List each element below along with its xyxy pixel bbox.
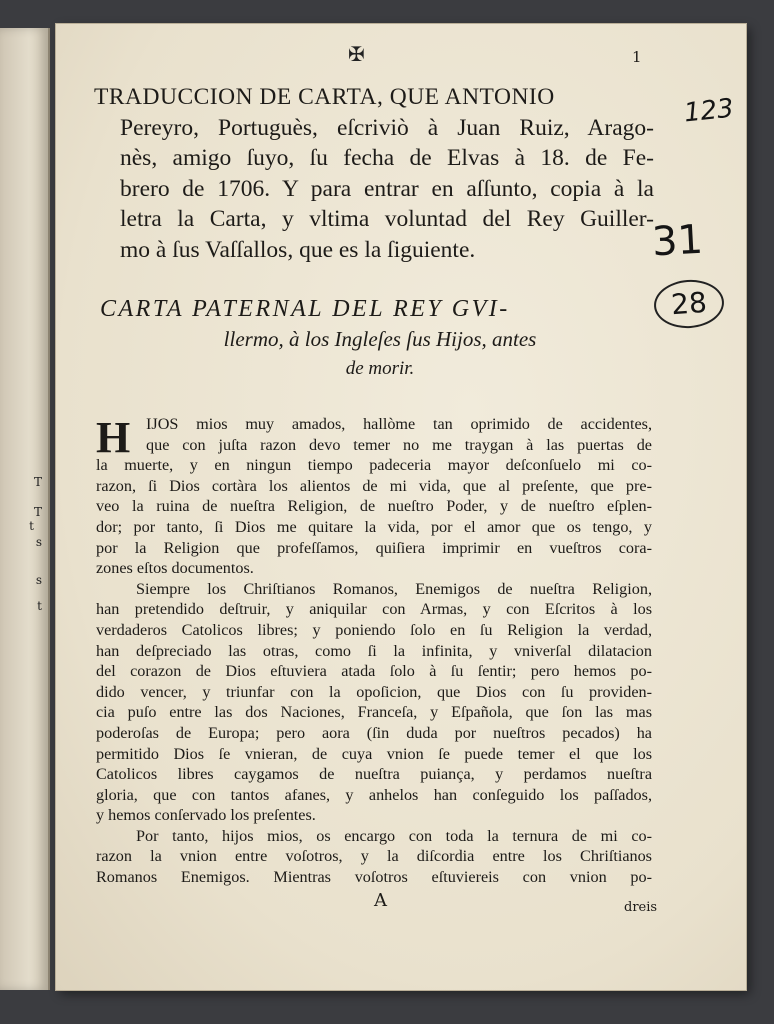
paragraph-3: [96, 826, 652, 888]
text-line: y hemos conſervado los preſentes.: [96, 806, 316, 825]
text-line: razon la vnion entre voſotros, y la diſcordia entre los Chriſtianos: [96, 847, 652, 866]
left-page-fragment: t: [37, 599, 42, 613]
catchword: dreis: [624, 900, 658, 915]
left-page-fragment: t: [29, 519, 34, 533]
text-line: zones eſtos documentos.: [96, 559, 254, 578]
left-page-fragment: s: [35, 535, 42, 549]
text-line: IJOS mios muy amados, hallòme tan oprimido de accidentes,: [146, 415, 652, 433]
left-page-fragment: s: [35, 573, 42, 587]
text-line: cia puſo entre las dos Naciones, Franceſa, y Eſpañola, que ſon las mas: [96, 703, 652, 722]
left-page-edge: [0, 28, 50, 990]
text-line: del corazon de Dios eſtuviera atada ſolo à ſu ſentir; pero hemos po-: [96, 662, 652, 681]
paragraph-1: [96, 414, 652, 579]
text-line: han pretendido deſtruir, y aniquilar con Armas, y con Eſcritos à los: [96, 600, 652, 619]
text-line: verdaderos Catolicos libres; y poniendo ſolo en ſu Religion la verdad,: [96, 620, 652, 639]
text-line: poderoſas de Europa; pero aora (ſin duda por nueſtros pecados) ha: [96, 723, 652, 742]
letter-body: [96, 414, 652, 888]
text-line: razon, ſi Dios cortàra los alientos de mi vida, que al preſente, que pre-: [96, 476, 652, 495]
heading-line: CARTA PATERNAL DEL REY GVI-: [100, 296, 510, 322]
handwritten-circled-number: 28: [652, 278, 725, 331]
heading-line: llermo, à los Ingleſes ſus Hijos, antes: [223, 327, 537, 351]
text-line: han deſpreciado las otras, como ſi la infinita, y vniverſal dilatacion: [96, 641, 652, 660]
left-page-fragment: T: [33, 475, 42, 489]
text-line: Por tanto, hijos mios, os encargo con toda la ternura de mi co-: [136, 826, 652, 845]
text-line: veo la ruina de nueſtra Religion, de nueſtro Poder, y de nueſtro eſplen-: [96, 497, 652, 516]
page-number: 1: [632, 48, 642, 66]
text-line: permitido Dios ſe vnieran, de cuya vnion ſe puede temer el que los: [96, 744, 652, 763]
text-line: Catolicos libres caygamos de nueſtra puiança, y perdamos nueſtra: [96, 765, 652, 784]
title-line: brero de 1706. Y para entrar en aſſunto, copia à la: [120, 175, 654, 202]
cross-ornament-icon: ✠: [348, 42, 365, 66]
document-title: [94, 82, 654, 265]
title-line: Pereyro, Portuguès, eſcriviò à Juan Ruiz, Arago-: [120, 114, 654, 141]
text-line: la muerte, y en ningun tiempo padeceria mayor deſconſuelo mi co-: [96, 456, 652, 475]
paragraph-2: [96, 579, 652, 826]
text-line: por la Religion que profeſſamos, quiſiera imprimir en vueſtros cora-: [96, 538, 652, 557]
text-line: dor; por tanto, ſi Dios me quitare la vida, por el amor que os tengo, y: [96, 517, 652, 536]
title-line: TRADUCCION DE CARTA, QUE ANTONIO: [94, 84, 555, 110]
title-line: mo à ſus Vaſſallos, que es la ſiguiente.: [120, 236, 476, 263]
handwritten-number-top: 123: [682, 93, 736, 129]
handwritten-number-middle: 31: [650, 216, 705, 266]
left-page-fragment: T: [33, 505, 42, 519]
text-line: Siempre los Chriſtianos Romanos, Enemigos de nueſtra Religion,: [136, 579, 652, 598]
text-line: Romanos Enemigos. Mientras voſotros eſtuviereis con vnion po-: [96, 868, 652, 887]
text-line: dido vencer, y triunfar con la opoſicion, que Dios con ſu providen-: [96, 682, 652, 701]
drop-cap: H: [96, 413, 131, 462]
title-line: nès, amigo ſuyo, ſu fecha de Elvas à 18. de Fe-: [120, 145, 654, 171]
text-line: gloria, que con tantos afanes, y anhelos han conſeguido los paſſados,: [96, 785, 652, 804]
document-page: [56, 24, 746, 990]
letter-heading: [100, 294, 660, 384]
title-line: letra la Carta, y vltima voluntad del Rey Guiller-: [120, 206, 654, 232]
text-line: que con juſta razon devo temer no me traygan à las puertas de: [146, 435, 652, 454]
signature-mark: A: [374, 890, 387, 911]
heading-line: de morir.: [345, 358, 415, 379]
